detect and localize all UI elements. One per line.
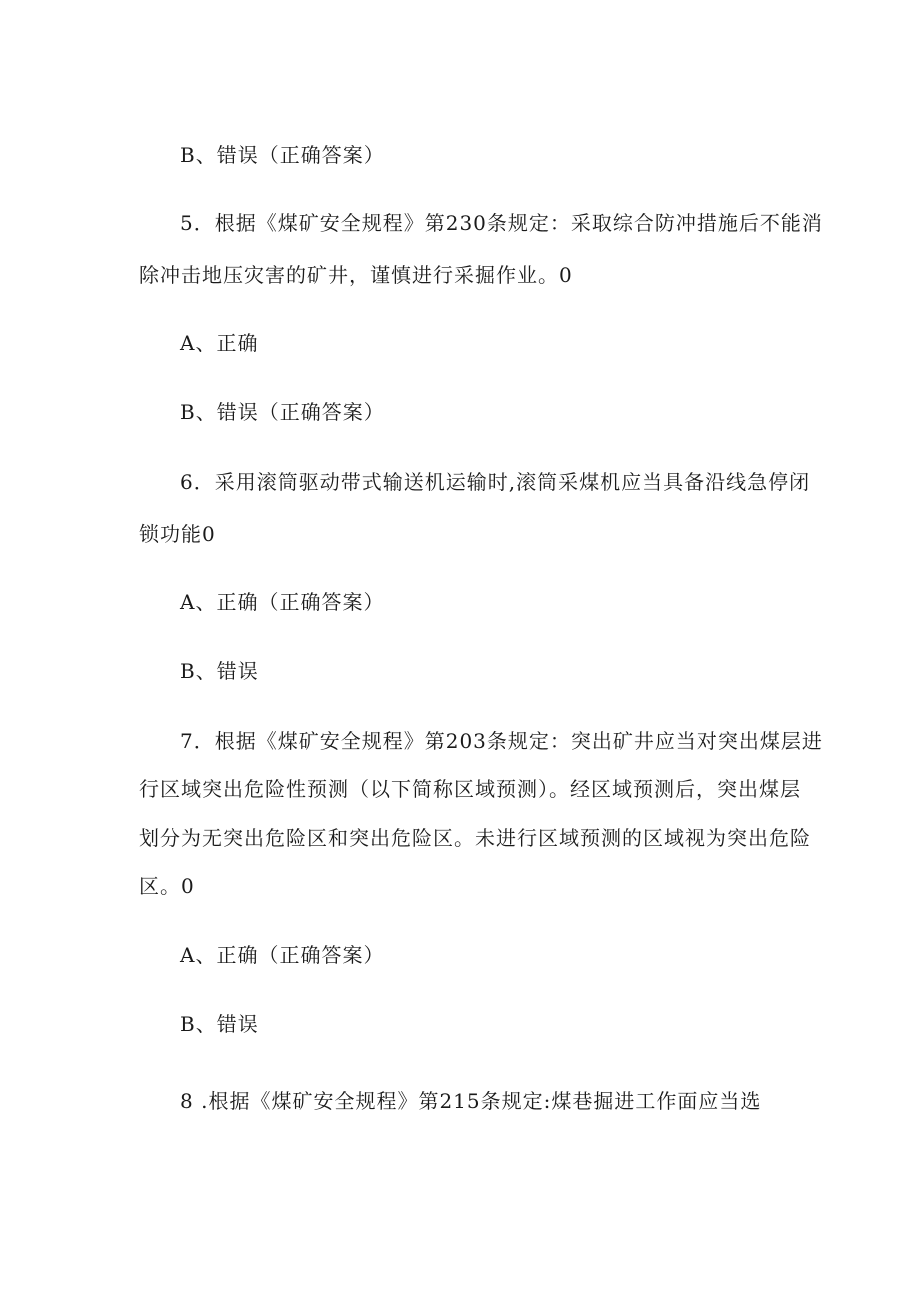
question-5-line-1: 5．根据《煤矿安全规程》第230条规定：采取综合防冲措施后不能消 [180, 211, 823, 235]
option-b-q6: B、错误 [180, 659, 259, 683]
option-a-q5: A、正确 [180, 331, 259, 355]
question-7-line-3: 划分为无突出危险区和突出危险区。未进行区域预测的区域视为突出危险 [139, 826, 811, 850]
option-b-q5: B、错误（正确答案） [180, 400, 385, 424]
question-7-line-4: 区。0 [139, 874, 195, 898]
option-b-q4: B、错误（正确答案） [180, 143, 385, 167]
question-5-line-2: 除冲击地压灾害的矿井，谨慎进行采掘作业。0 [139, 263, 573, 287]
option-b-q7: B、错误 [180, 1012, 259, 1036]
question-6-line-1: 6．采用滚筒驱动带式输送机运输时,滚筒采煤机应当具备沿线急停闭 [180, 470, 811, 494]
question-7-line-1: 7．根据《煤矿安全规程》第203条规定：突出矿井应当对突出煤层进 [180, 729, 823, 753]
question-8-line-1: 8 .根据《煤矿安全规程》第215条规定:煤巷掘进工作面应当选 [180, 1089, 762, 1113]
option-a-q7: A、正确（正确答案） [180, 943, 385, 967]
question-6-line-2: 锁功能0 [139, 522, 216, 546]
option-a-q6: A、正确（正确答案） [180, 590, 385, 614]
question-7-line-2: 行区域突出危险性预测（以下简称区域预测）。经区域预测后，突出煤层 [139, 777, 801, 801]
